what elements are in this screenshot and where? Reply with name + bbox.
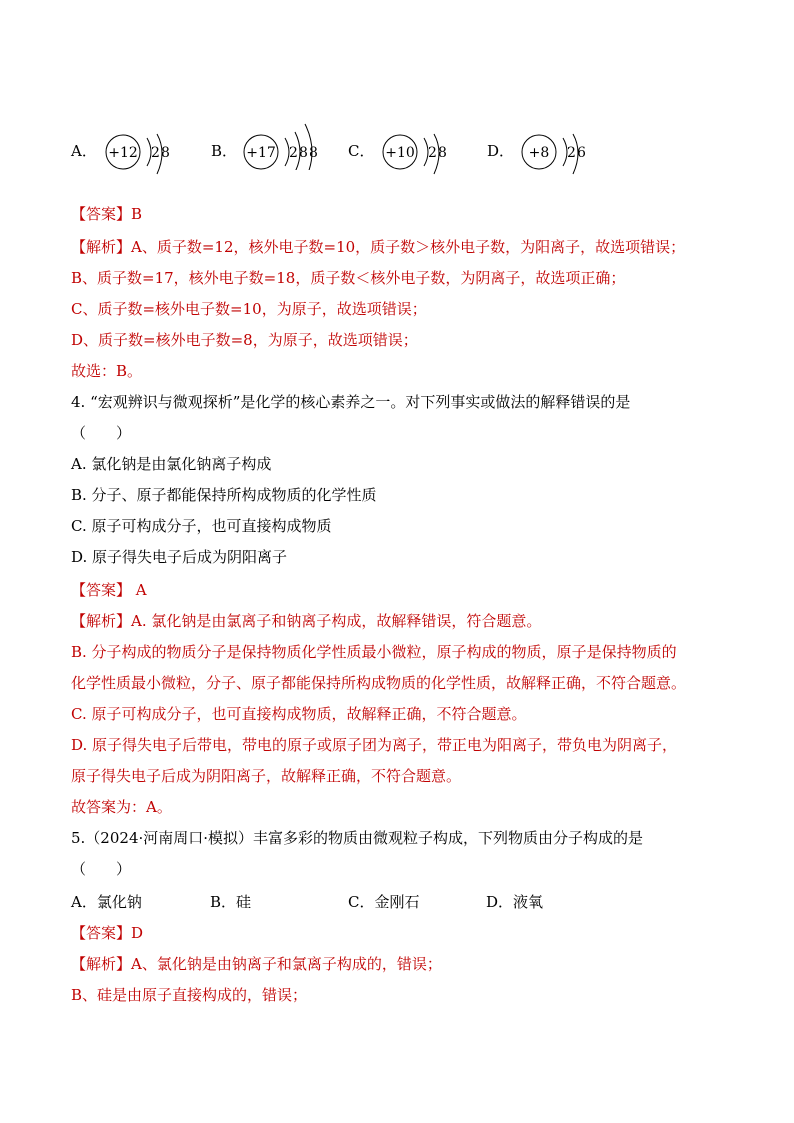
q4-analysis-line: B. 分子构成的物质分子是保持物质化学性质最小微粒，原子构成的物质，原子是保持物质的 xyxy=(71,643,677,661)
q3-analysis-line: 故选：B。 xyxy=(71,362,143,380)
svg-text:2: 2 xyxy=(151,145,160,161)
svg-text:8: 8 xyxy=(309,145,318,161)
q4-option-c[interactable]: C. 原子可构成分子，也可直接构成物质 xyxy=(71,517,332,535)
svg-text:8: 8 xyxy=(299,145,308,161)
svg-text:6: 6 xyxy=(577,145,586,161)
q4-analysis-line: D. 原子得失电子后带电，带电的原子或原子团为离子，带正电为阳离子，带负电为阴离子， xyxy=(71,736,678,754)
q3-analysis-line: C、质子数=核外电子数=10，为原子，故选项错误； xyxy=(71,300,427,318)
q3-answer xyxy=(71,204,142,224)
option-letter: C． xyxy=(348,142,375,160)
svg-text:+12: +12 xyxy=(108,145,138,161)
q5-option-d[interactable]: D．液氧 xyxy=(486,893,544,911)
option-letter: A． xyxy=(71,142,97,160)
q4-option-a[interactable]: A. 氯化钠是由氯化钠离子构成 xyxy=(71,455,272,473)
option-a[interactable] xyxy=(71,130,211,180)
option-b[interactable] xyxy=(211,130,351,180)
q5-option-a[interactable]: A．氯化钠 xyxy=(71,893,142,911)
answer-tag: 【答案】 xyxy=(71,924,132,942)
q4-option-b[interactable]: B. 分子、原子都能保持所构成物质的化学性质 xyxy=(71,486,377,504)
q3-analysis-line: 【解析】A、质子数=12，核外电子数=10，质子数＞核外电子数，为阳离子，故选项错误； xyxy=(71,238,686,256)
svg-text:8: 8 xyxy=(161,145,170,161)
answer-tag: 【答案】 xyxy=(71,581,132,599)
q5-analysis-line: B、硅是由原子直接构成的，错误； xyxy=(71,986,308,1004)
q4-analysis-line: 故答案为：A。 xyxy=(71,798,172,816)
option-d[interactable] xyxy=(487,130,627,180)
answer-tag: 【答案】 xyxy=(71,205,132,223)
svg-text:2: 2 xyxy=(289,145,298,161)
atom-structure-diagram xyxy=(376,130,486,180)
analysis-tag: 【解析】 xyxy=(71,955,132,973)
option-c[interactable] xyxy=(348,130,488,180)
svg-text:+8: +8 xyxy=(528,145,550,161)
analysis-tag: 【解析】 xyxy=(71,612,132,630)
q5-answer xyxy=(71,923,143,943)
q4-answer-blank: （ ） xyxy=(71,424,132,442)
atom-structure-diagram xyxy=(99,130,209,180)
q4-analysis-line: C. 原子可构成分子，也可直接构成物质，故解释正确，不符合题意。 xyxy=(71,705,527,723)
analysis-tag: 【解析】 xyxy=(71,238,132,256)
q4-stem: 4. “宏观辨识与微观探析”是化学的核心素养之一。对下列事实或做法的解释错误的是 xyxy=(71,393,631,411)
q5-answer-blank: （ ） xyxy=(71,860,132,878)
q5-stem: 5.（2024·河南周口·模拟）丰富多彩的物质由微观粒子构成，下列物质由分子构成的是 xyxy=(71,829,644,847)
atom-structure-diagram xyxy=(237,110,357,170)
svg-text:+10: +10 xyxy=(385,145,415,161)
svg-text:8: 8 xyxy=(438,145,447,161)
q3-analysis-line: D、质子数=核外电子数=8，为原子，故选项错误； xyxy=(71,331,418,349)
q5-analysis-line: 【解析】A、氯化钠是由钠离子和氯离子构成的，错误； xyxy=(71,955,442,973)
q3-options xyxy=(71,130,631,180)
q4-analysis-line: 【解析】A. 氯化钠是由氯离子和钠离子构成，故解释错误，符合题意。 xyxy=(71,612,542,630)
q4-answer xyxy=(71,580,147,600)
q4-analysis-line: 原子得失电子后成为阴阳离子，故解释正确，不符合题意。 xyxy=(71,767,462,785)
atom-structure-diagram xyxy=(515,130,625,180)
option-letter: B． xyxy=(211,142,238,160)
svg-text:+17: +17 xyxy=(246,145,276,161)
answer-value: D xyxy=(131,924,144,942)
option-letter: D． xyxy=(487,142,515,160)
q4-option-d[interactable]: D. 原子得失电子后成为阴阳离子 xyxy=(71,548,288,566)
q5-option-c[interactable]: C．金刚石 xyxy=(348,893,420,911)
answer-value: A xyxy=(131,581,147,599)
q3-analysis-line: B、质子数=17，核外电子数=18，质子数＜核外电子数，为阴离子，故选项正确； xyxy=(71,269,626,287)
q5-option-b[interactable]: B．硅 xyxy=(210,893,252,911)
svg-text:2: 2 xyxy=(567,145,576,161)
q4-analysis-line: 化学性质最小微粒，分子、原子都能保持所构成物质的化学性质，故解释正确，不符合题意。 xyxy=(71,674,687,692)
svg-text:2: 2 xyxy=(428,145,437,161)
answer-value: B xyxy=(131,205,143,223)
